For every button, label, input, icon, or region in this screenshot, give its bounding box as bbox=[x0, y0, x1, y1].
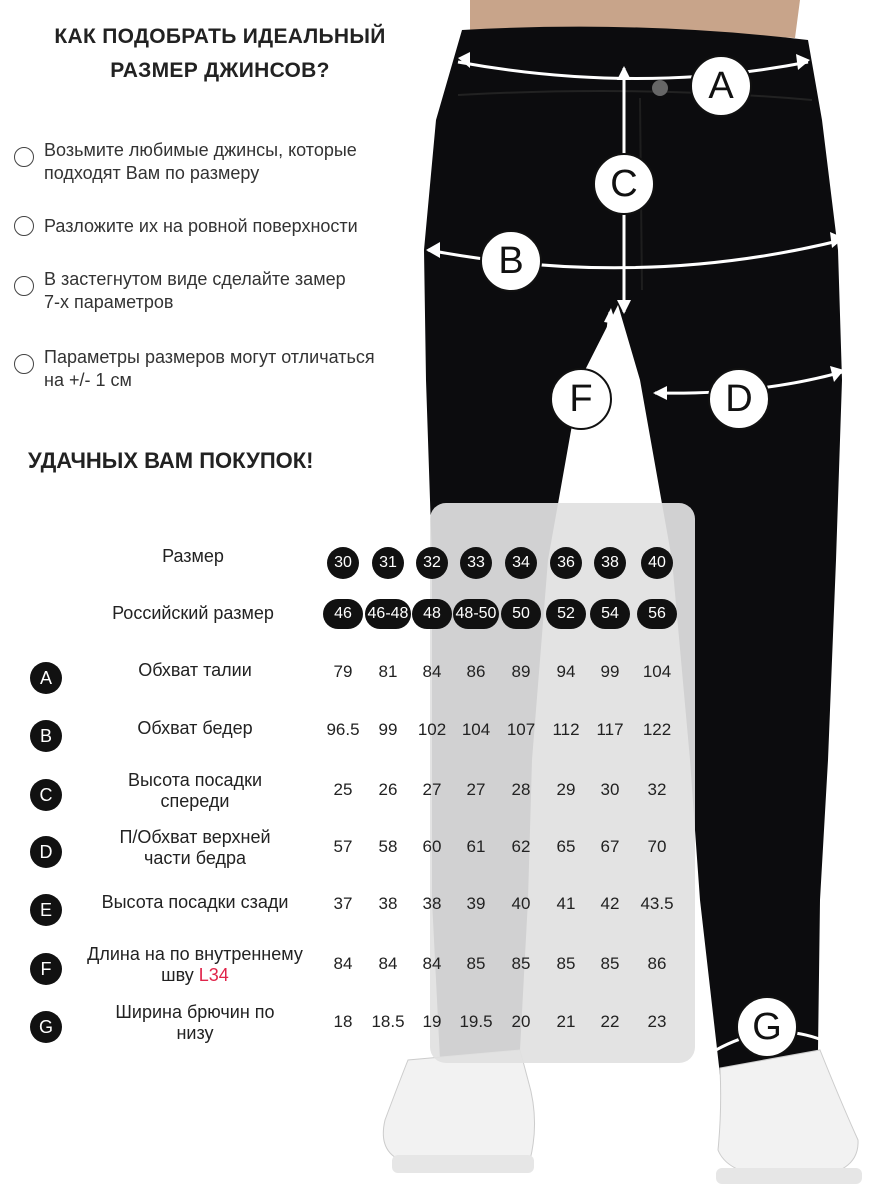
marker-f: F bbox=[550, 368, 612, 430]
radio-icon bbox=[14, 276, 34, 296]
row-label-line1: Высота посадки bbox=[127, 770, 262, 790]
tip-line1: Возьмите любимые джинсы, которые bbox=[44, 140, 357, 160]
table-cell: 40 bbox=[511, 894, 531, 913]
size-badge: 34 bbox=[505, 547, 537, 579]
size-badge: 40 bbox=[641, 547, 673, 579]
table-cell: 84 bbox=[333, 954, 353, 973]
table-cell: 42 bbox=[600, 894, 620, 913]
radio-icon bbox=[14, 147, 34, 167]
row-letter-badge: C bbox=[30, 779, 62, 811]
row-label bbox=[70, 660, 320, 681]
title-line2: РАЗМЕР ДЖИНСОВ? bbox=[110, 59, 330, 82]
row-label-line1: Высота посадки сзади bbox=[101, 892, 289, 912]
row-label-line1: Длина на по внутреннему bbox=[87, 944, 303, 964]
table-cell: 104 bbox=[461, 720, 491, 739]
marker-g: G bbox=[736, 996, 798, 1058]
row-label bbox=[70, 944, 320, 986]
ru-size-badge: 52 bbox=[546, 599, 586, 629]
table-cell: 85 bbox=[466, 954, 486, 973]
radio-icon bbox=[14, 354, 34, 374]
table-cell: 41 bbox=[556, 894, 576, 913]
table-cell: 27 bbox=[466, 780, 486, 799]
table-cell: 37 bbox=[333, 894, 353, 913]
row-label-line2: шву L34 bbox=[161, 965, 229, 985]
ru-size-label: Российский размер bbox=[112, 603, 274, 623]
table-cell: 18 bbox=[333, 1012, 353, 1031]
ru-size-badge: 50 bbox=[501, 599, 541, 629]
row-label-line2: низу bbox=[176, 1023, 214, 1043]
table-cell: 29 bbox=[556, 780, 576, 799]
size-badge: 32 bbox=[416, 547, 448, 579]
table-cell: 32 bbox=[647, 780, 667, 799]
marker-c: C bbox=[593, 153, 655, 215]
table-cell: 85 bbox=[556, 954, 576, 973]
size-badge: 36 bbox=[550, 547, 582, 579]
table-cell: 79 bbox=[333, 662, 353, 681]
table-cell: 99 bbox=[378, 720, 398, 739]
title-line1: КАК ПОДОБРАТЬ ИДЕАЛЬНЫЙ bbox=[54, 25, 386, 48]
table-cell: 65 bbox=[556, 837, 576, 856]
tip-line1: В застегнутом виде сделайте замер bbox=[44, 269, 346, 289]
table-cell: 38 bbox=[422, 894, 442, 913]
table-cell: 23 bbox=[647, 1012, 667, 1031]
table-cell: 58 bbox=[378, 837, 398, 856]
table-cell: 96.5 bbox=[326, 720, 360, 739]
row-label bbox=[70, 827, 320, 869]
table-cell: 26 bbox=[378, 780, 398, 799]
table-cell: 81 bbox=[378, 662, 398, 681]
table-cell: 85 bbox=[600, 954, 620, 973]
ru-size-badge: 54 bbox=[590, 599, 630, 629]
tip-item bbox=[14, 139, 424, 185]
row-label-line1: Обхват бедер bbox=[137, 718, 253, 738]
table-cell: 38 bbox=[378, 894, 398, 913]
table-cell: 112 bbox=[552, 720, 580, 739]
table-cell: 102 bbox=[417, 720, 447, 739]
row-label bbox=[70, 892, 320, 913]
row-label-line1: Обхват талии bbox=[138, 660, 252, 680]
table-cell: 57 bbox=[333, 837, 353, 856]
tip-item bbox=[14, 215, 424, 238]
table-cell: 28 bbox=[511, 780, 531, 799]
size-label: Размер bbox=[162, 546, 224, 566]
table-cell: 19 bbox=[422, 1012, 442, 1031]
tip-item bbox=[14, 268, 424, 314]
marker-a: A bbox=[690, 55, 752, 117]
table-cell: 84 bbox=[378, 954, 398, 973]
table-cell: 107 bbox=[506, 720, 536, 739]
row-label-line1: П/Обхват верхней bbox=[119, 827, 271, 847]
radio-icon bbox=[14, 216, 34, 236]
tip-item bbox=[14, 346, 424, 392]
table-cell: 86 bbox=[466, 662, 486, 681]
table-cell: 86 bbox=[647, 954, 667, 973]
table-cell: 94 bbox=[556, 662, 576, 681]
ru-size-badge: 46 bbox=[323, 599, 363, 629]
length-code: L34 bbox=[193, 965, 229, 985]
size-badge: 30 bbox=[327, 547, 359, 579]
table-cell: 18.5 bbox=[371, 1012, 405, 1031]
table-cell: 84 bbox=[422, 662, 442, 681]
row-letter-badge: G bbox=[30, 1011, 62, 1043]
ru-size-badge: 56 bbox=[637, 599, 677, 629]
table-cell: 39 bbox=[466, 894, 486, 913]
table-cell: 67 bbox=[600, 837, 620, 856]
row-label-line2: спереди bbox=[160, 791, 230, 811]
marker-d: D bbox=[708, 368, 770, 430]
wish-text: УДАЧНЫХ ВАМ ПОКУПОК! bbox=[28, 448, 314, 473]
ru-size-badge: 48-50 bbox=[453, 599, 499, 629]
table-cell: 104 bbox=[642, 662, 672, 681]
table-cell: 30 bbox=[600, 780, 620, 799]
table-cell: 61 bbox=[466, 837, 486, 856]
table-cell: 117 bbox=[596, 720, 624, 739]
row-letter-badge: D bbox=[30, 836, 62, 868]
table-cell: 89 bbox=[511, 662, 531, 681]
tip-line2: на +/- 1 см bbox=[44, 370, 132, 390]
page-title bbox=[10, 20, 430, 88]
tip-line2: подходят Вам по размеру bbox=[44, 163, 260, 183]
table-cell: 70 bbox=[647, 837, 667, 856]
row-label bbox=[70, 718, 320, 739]
table-cell: 25 bbox=[333, 780, 353, 799]
marker-b: B bbox=[480, 230, 542, 292]
row-letter-badge: A bbox=[30, 662, 62, 694]
row-label-line2: части бедра bbox=[144, 848, 246, 868]
size-badge: 31 bbox=[372, 547, 404, 579]
ru-size-badge: 46-48 bbox=[365, 599, 411, 629]
table-cell: 27 bbox=[422, 780, 442, 799]
table-cell: 20 bbox=[511, 1012, 531, 1031]
row-label bbox=[70, 1002, 320, 1044]
ru-size-badge: 48 bbox=[412, 599, 452, 629]
table-cell: 60 bbox=[422, 837, 442, 856]
table-cell: 22 bbox=[600, 1012, 620, 1031]
row-letter-badge: B bbox=[30, 720, 62, 752]
row-letter-badge: E bbox=[30, 894, 62, 926]
tip-line1: Параметры размеров могут отличаться bbox=[44, 347, 375, 367]
table-cell: 84 bbox=[422, 954, 442, 973]
table-cell: 85 bbox=[511, 954, 531, 973]
size-badge: 38 bbox=[594, 547, 626, 579]
size-badge: 33 bbox=[460, 547, 492, 579]
table-cell: 43.5 bbox=[640, 894, 674, 913]
row-label-line1: Ширина брючин по bbox=[115, 1002, 275, 1022]
row-label bbox=[70, 770, 320, 812]
tip-line2: 7-х параметров bbox=[44, 292, 174, 312]
table-cell: 19.5 bbox=[459, 1012, 493, 1031]
tip-line1: Разложите их на ровной поверхности bbox=[44, 216, 358, 236]
table-cell: 99 bbox=[600, 662, 620, 681]
table-cell: 122 bbox=[642, 720, 672, 739]
table-cell: 62 bbox=[511, 837, 531, 856]
row-letter-badge: F bbox=[30, 953, 62, 985]
table-cell: 21 bbox=[556, 1012, 576, 1031]
